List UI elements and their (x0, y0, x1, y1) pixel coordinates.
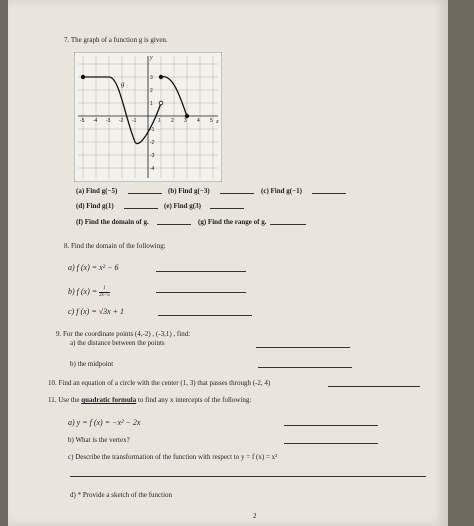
q7b-label: (b) Find g(−3) (168, 187, 210, 195)
x-tick-label: 3 (184, 118, 187, 124)
q7f-label: (f) Find the domain of g. (76, 218, 149, 226)
q11-title-pre: 11. Use the (48, 396, 82, 404)
q8b-answer-blank[interactable] (156, 292, 246, 293)
y-tick-label: -1 (150, 127, 155, 133)
q11-title (48, 397, 251, 404)
x-tick-label: -1 (132, 118, 137, 124)
y-tick-label: 3 (150, 75, 153, 81)
q7a-answer-blank[interactable] (128, 193, 162, 194)
y-tick-label: 2 (150, 88, 153, 94)
q7a-label: (a) Find g(−5) (76, 187, 118, 195)
q8a-expression: a) f (x) = x² − 6 (68, 263, 119, 272)
q9b-label: b) the midpoint (70, 360, 114, 368)
q7f-answer-blank[interactable] (157, 224, 191, 225)
q7c-answer-blank[interactable] (312, 193, 346, 194)
q7d-label: (d) Find g(1) (76, 202, 114, 210)
q8a-answer-blank[interactable] (156, 271, 246, 272)
x-tick-label: -4 (93, 118, 98, 124)
y-axis-label: y (150, 55, 153, 61)
function-graph (74, 52, 222, 182)
q11b-answer-blank[interactable] (284, 443, 378, 444)
worksheet-page (8, 0, 448, 526)
q7d-answer-blank[interactable] (124, 208, 158, 209)
q8b-denominator: 2x−5 (99, 292, 110, 298)
q9a-label: a) the distance between the points (70, 339, 165, 347)
x-tick-label: -2 (119, 118, 124, 124)
q9b-answer-blank[interactable] (258, 367, 352, 368)
y-tick-label: -3 (150, 153, 155, 159)
q11d-label: d) * Provide a sketch of the function (70, 491, 173, 499)
y-tick-label: -2 (150, 140, 155, 146)
x-tick-label: 4 (197, 118, 200, 124)
q8b-prefix: b) f (x) = (68, 286, 100, 296)
q9-title: 9. For the coordinate points (4,-2) , (-3,1) , find: (56, 330, 191, 338)
q11a-answer-blank[interactable] (284, 425, 378, 426)
q7b-answer-blank[interactable] (220, 193, 254, 194)
q10-title: 10. Find an equation of a circle with the center (1, 3) that passes through (-2, 4) (48, 379, 271, 387)
y-tick-label: 1 (150, 101, 153, 107)
q7e-answer-blank[interactable] (210, 208, 244, 209)
q7g-answer-blank[interactable] (270, 224, 306, 225)
q8c-expression: c) f (x) = √3x + 1 (68, 307, 125, 316)
x-tick-label: -3 (106, 118, 111, 124)
x-tick-label: 5 (210, 118, 213, 124)
x-tick-label: 1 (158, 118, 161, 124)
q9a-answer-blank[interactable] (256, 347, 350, 348)
curve-label: g (121, 80, 125, 88)
q8-title: 8. Find the domain of the following: (64, 242, 166, 250)
page-number: 2 (253, 512, 257, 520)
q7g-label: (g) Find the range of g. (198, 218, 267, 226)
q11-formula-term: quadratic formula (81, 396, 137, 404)
q11-title-post: to find any x intercepts of the following: (136, 396, 252, 404)
x-tick-label: 2 (171, 118, 174, 124)
q7e-label: (e) Find g(3) (164, 202, 201, 210)
q8c-answer-blank[interactable] (158, 315, 252, 316)
q11b-label: b) What is the vertex? (68, 436, 130, 444)
q8b-expression (68, 286, 110, 298)
curve-endpoint (159, 75, 163, 79)
q11c-answer-blank[interactable] (70, 476, 426, 477)
q7c-label: (c) Find g(−1) (261, 187, 302, 195)
q8b-numerator: 1 (99, 286, 110, 293)
curve-endpoint (159, 101, 163, 105)
q7-title: 7. The graph of a function g is given. (64, 36, 168, 44)
y-tick-label: -4 (150, 166, 155, 172)
q11c-label: c) Describe the transformation of the function with respect to y = f (x) = x² (68, 453, 278, 461)
curve-endpoint (185, 114, 189, 118)
curve-endpoint (81, 75, 85, 79)
x-tick-label: -5 (80, 118, 85, 124)
q8b-fraction (99, 286, 110, 298)
q10-answer-blank[interactable] (328, 386, 420, 387)
x-axis-label: x (216, 119, 219, 125)
q11a-expression: a) y = f (x) = −x² − 2x (68, 418, 141, 427)
